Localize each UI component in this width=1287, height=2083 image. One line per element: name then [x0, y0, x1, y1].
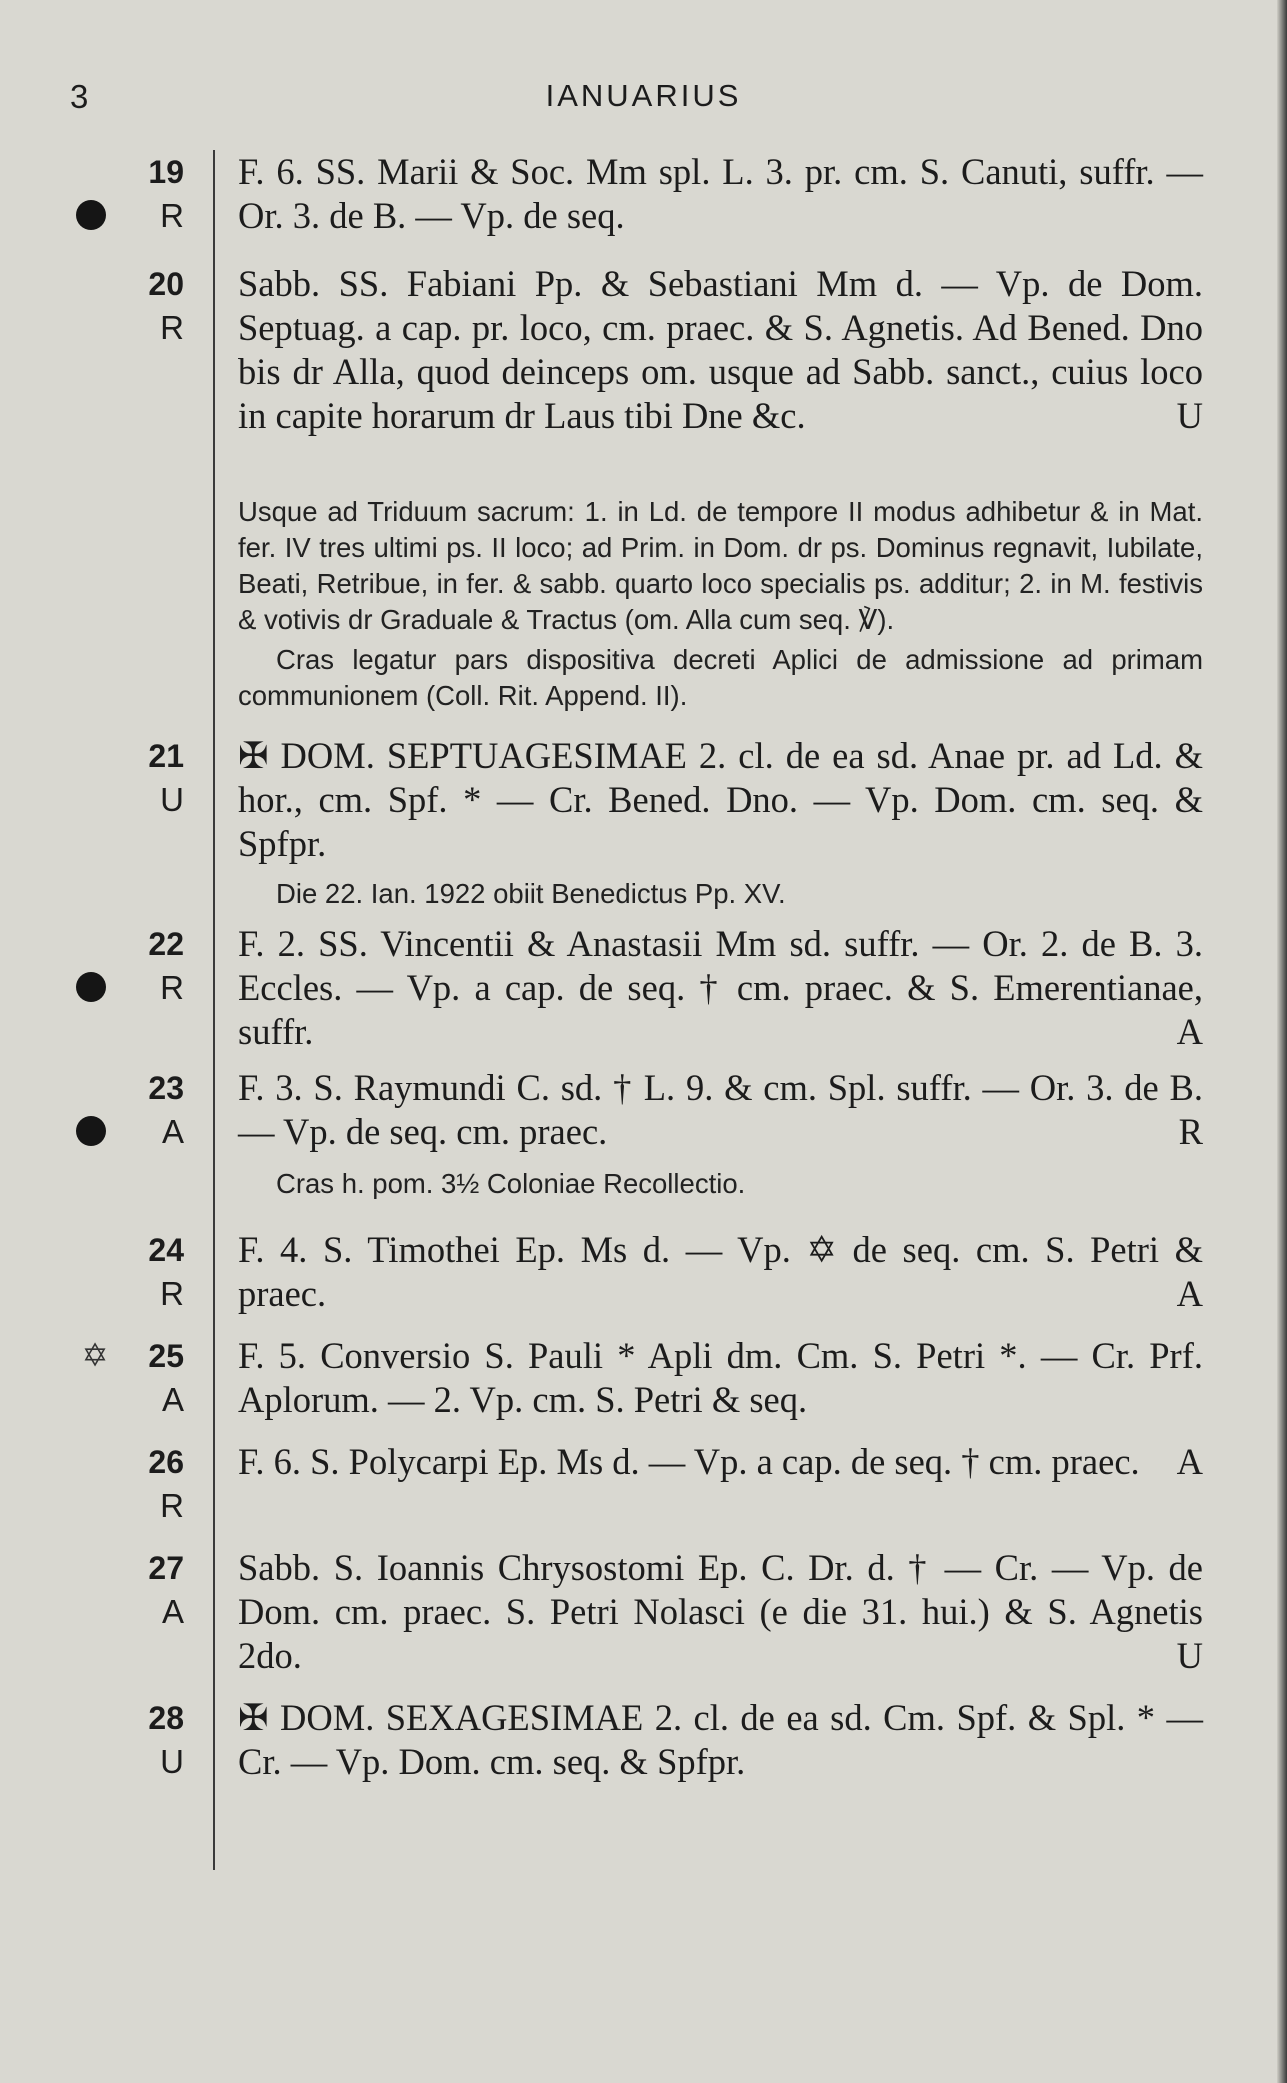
month-title: IANUARIUS	[545, 78, 742, 113]
closing-color: A	[1176, 1273, 1203, 1314]
day-number: 27	[148, 1550, 184, 1586]
entry-text-body: F. 6. S. Polycarpi Ep. Ms d. — Vp. a cap. de seq. † cm. praec.	[238, 1441, 1140, 1482]
calendar-entry	[0, 1066, 1287, 1156]
entry-text	[238, 1546, 1203, 1678]
day-number: 23	[148, 1070, 184, 1106]
entry-text-body: Sabb. SS. Fabiani Pp. & Sebastiani Mm d. — Vp. de Dom. Septuag. a cap. pr. loco, cm. praec. & S. Agnetis. Ad Bened. Dno bis dr Alla, quod deinceps om. usque ad Sabb. sanct., cuius loco in capite horarum dr Laus tibi Dne &c.	[238, 263, 1203, 436]
day-number: 24	[148, 1232, 184, 1268]
entry-text-body: F. 2. SS. Vincentii & Anastasii Mm sd. suffr. — Or. 2. de B. 3. Eccles. — Vp. a cap. de seq. † cm. praec. & S. Emerentianae, suffr.	[238, 923, 1203, 1052]
entry-text	[238, 1066, 1203, 1154]
liturgical-color: A	[161, 1381, 184, 1418]
day-number: 26	[148, 1444, 184, 1480]
entry-text: F. 6. SS. Marii & Soc. Mm spl. L. 3. pr. cm. S. Canuti, suffr. — Or. 3. de B. — Vp. de seq.	[238, 151, 1203, 236]
note-obitus: Die 22. Ian. 1922 obiit Benedictus Pp. XV.	[276, 878, 786, 909]
day-number: 25	[148, 1338, 184, 1374]
liturgical-color: R	[160, 969, 184, 1006]
star-of-david-icon: ✡	[81, 1336, 109, 1374]
liturgical-color: U	[160, 1743, 184, 1780]
calendar-entry	[0, 1334, 1287, 1424]
day-number: 19	[148, 154, 184, 190]
calendar-entry	[0, 922, 1287, 1056]
liturgical-color: R	[160, 197, 184, 234]
closing-color: A	[1176, 1011, 1203, 1052]
liturgical-color: U	[160, 781, 184, 818]
entry-text: F. 5. Conversio S. Pauli * Apli dm. Cm. S. Petri *. — Cr. Prf. Aplorum. — 2. Vp. cm. S. Petri & seq.	[238, 1335, 1203, 1420]
calendar-entry	[0, 1440, 1287, 1530]
day-number: 22	[148, 926, 184, 962]
entry-text	[238, 922, 1203, 1054]
day-number: 28	[148, 1700, 184, 1736]
liturgical-color: R	[160, 1487, 184, 1524]
entry-text	[238, 262, 1203, 438]
entry-text	[238, 1440, 1203, 1484]
liturgical-color: R	[160, 1275, 184, 1312]
note-recollectio: Cras h. pom. 3½ Coloniae Recollectio.	[276, 1168, 746, 1199]
entry-text: ✠ DOM. SEPTUAGESIMAE 2. cl. de ea sd. Anae pr. ad Ld. & hor., cm. Spf. * — Cr. Bened. Dno. — Vp. Dom. cm. seq. & Spfpr.	[238, 735, 1203, 864]
note-decretum: Cras legatur pars dispositiva decreti Aplici de admissione ad primam communionem (Coll. Rit. Append. II).	[238, 644, 1203, 711]
day-number: 20	[148, 266, 184, 302]
day-number: 21	[148, 738, 184, 774]
closing-color: U	[1176, 1635, 1203, 1676]
closing-color: A	[1176, 1441, 1203, 1482]
liturgical-color: R	[160, 309, 184, 346]
page-header	[0, 78, 1287, 118]
entry-text-body: F. 3. S. Raymundi C. sd. † L. 9. & cm. Spl. suffr. — Or. 3. de B. — Vp. de seq. cm. praec.	[238, 1067, 1203, 1152]
calendar-entry	[0, 262, 1287, 484]
calendar-entry	[0, 150, 1287, 240]
entry-text-body: Sabb. S. Ioannis Chrysostomi Ep. C. Dr. d. † — Cr. — Vp. de Dom. cm. praec. S. Petri Nolasci (e die 31. hui.) & S. Agnetis 2do.	[238, 1547, 1203, 1676]
closing-color: R	[1178, 1111, 1203, 1152]
liturgical-color: A	[161, 1593, 184, 1630]
dot-marker-icon	[76, 1116, 106, 1146]
dot-marker-icon	[76, 200, 106, 230]
calendar-entry	[0, 1228, 1287, 1318]
entry-text: ✠ DOM. SEXAGESIMAE 2. cl. de ea sd. Cm. Spf. & Spl. * — Cr. — Vp. Dom. cm. seq. & Spfpr.	[238, 1697, 1203, 1782]
calendar-entry	[0, 734, 1287, 868]
calendar-entry	[0, 1546, 1287, 1680]
closing-color: U	[1176, 395, 1203, 436]
dot-marker-icon	[76, 972, 106, 1002]
calendar-list	[0, 150, 1287, 1786]
page-number: 3	[70, 78, 89, 115]
calendar-entry	[0, 1696, 1287, 1786]
entry-text	[238, 1228, 1203, 1316]
note-triduum: Usque ad Triduum sacrum: 1. in Ld. de tempore II modus adhibetur & in Mat. fer. IV tres ultimi ps. II loco; ad Prim. in Dom. dr ps. Dominus regnavit, Iubilate, Beati, Retribue, in fer. & sabb. quarto loco specialis ps. additur; 2. in M. festivis & votivis dr Graduale & Tractus (om. Alla cum seq. ℣).	[238, 496, 1203, 635]
entry-text-body: F. 4. S. Timothei Ep. Ms d. — Vp. ✡ de seq. cm. S. Petri & praec.	[238, 1229, 1203, 1314]
liturgical-color: A	[161, 1113, 184, 1150]
